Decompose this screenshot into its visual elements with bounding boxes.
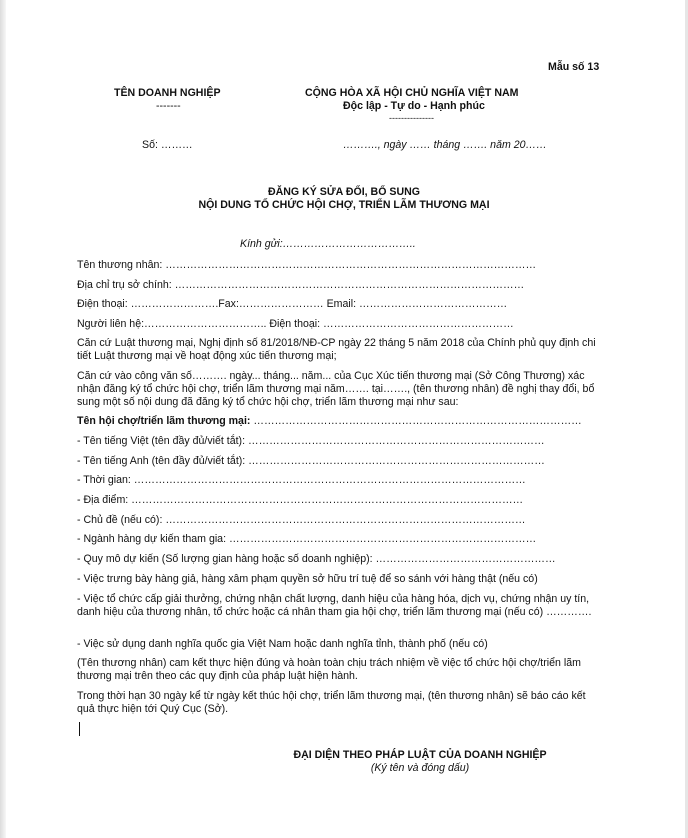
commitment-paragraph: (Tên thương nhân) cam kết thực hiện đúng và hoàn toàn chịu trách nhiệm về việc tổ chức hội chợ/triển lãm thương mại trên theo các quy định của pháp luật hiện hành.: [77, 657, 581, 682]
company-name: TÊN DOANH NGHIỆP: [114, 87, 221, 99]
location-item: - Địa điểm: …………………………………………………………………………………………………: [77, 494, 524, 506]
page-left-shadow: [0, 0, 6, 838]
recipient: Kính gửi:………………………………..: [240, 238, 416, 250]
document-date: ………., ngày …… tháng ……. năm 20……: [343, 139, 547, 151]
contact-field: Người liên hệ:…………………………….. Điện thoại: ………………………………………………: [77, 318, 514, 330]
company-dash: -------: [156, 100, 181, 112]
phone-fax-email-field: Điện thoại: …………………….Fax:…………………… Email: ……………………………………: [77, 298, 508, 310]
title-line-2: NỘI DUNG TỔ CHỨC HỘI CHỢ, TRIỂN LÃM THƯƠNG MẠI: [198, 199, 490, 211]
document-basis-paragraph: Căn cứ vào công văn số………. ngày... tháng... năm... của Cục Xúc tiến thương mại (Sở Công Thương) xác nhận đăng ký tổ chức hội chợ, triển lãm thương mại năm……. tại……., (tên thương nhân) đề nghị thay đổi, bổ sung một số nội dung đã đăng ký tổ chức hội chợ, triển lãm thương mại như sau:: [77, 370, 595, 408]
document-number: Số: ………: [142, 139, 193, 151]
republic-heading: CỘNG HÒA XÃ HỘI CHỦ NGHĨA VIỆT NAM: [305, 87, 519, 99]
scale-item: - Quy mô dự kiến (Số lượng gian hàng hoặc số doanh nghiệp): ……………………………………………: [77, 553, 556, 565]
fair-name-row: [77, 415, 582, 428]
legal-basis-paragraph: Căn cứ Luật thương mại, Nghị định số 81/2018/NĐ-CP ngày 22 tháng 5 năm 2018 của Chính phủ quy định chi tiết Luật thương mại về hoạt động xúc tiến thương mại;: [77, 337, 596, 362]
title-line-1: ĐĂNG KÝ SỬA ĐỔI, BỔ SUNG: [267, 186, 420, 198]
motto-rule: ---------------: [389, 113, 434, 123]
english-name-item: - Tên tiếng Anh (tên đầy đủ/viết tắt): …………………………………………………………………………: [77, 455, 545, 467]
fair-name-dots: …………………………………………………………………………………: [250, 415, 582, 427]
national-name-item: - Việc sử dụng danh nghĩa quốc gia Việt Nam hoặc danh nghĩa tỉnh, thành phố (nếu có): [77, 638, 488, 650]
signature-note: (Ký tên và đóng dấu): [370, 762, 470, 774]
time-item: - Thời gian: …………………………………………………………………………………………………: [77, 474, 526, 486]
signature-title: ĐẠI DIỆN THEO PHÁP LUẬT CỦA DOANH NGHIỆP: [293, 749, 547, 761]
vietnamese-name-item: - Tên tiếng Việt (tên đầy đủ/viết tắt): …………………………………………………………………………: [77, 435, 545, 447]
report-paragraph: Trong thời hạn 30 ngày kể từ ngày kết thúc hội chợ, triển lãm thương mại, (tên thương nhân) sẽ báo cáo kết quả thực hiện tới Quý Cục (Sở).: [77, 690, 586, 715]
national-motto: Độc lập - Tự do - Hạnh phúc: [343, 100, 485, 112]
theme-item: - Chủ đề (nếu có): …………………………………………………………………………………………: [77, 514, 526, 526]
industry-item: - Ngành hàng dự kiến tham gia: ……………………………………………………………………………: [77, 533, 537, 545]
merchant-name-field: Tên thương nhân: ……………………………………………………………………………………………: [77, 259, 537, 271]
form-number: Mẫu số 13: [548, 61, 600, 73]
counterfeit-display-item: - Việc trưng bày hàng giả, hàng xâm phạm quyền sở hữu trí tuệ để so sánh với hàng thật (nếu có): [77, 573, 538, 585]
awards-item: - Việc tổ chức cấp giải thưởng, chứng nhận chất lượng, danh hiệu của hàng hóa, dịch vụ, chứng nhận uy tín, danh hiệu của thương nhân, tổ chức hoặc cá nhân tham gia hội chợ, triển lãm thương mại (nếu có) ………….: [77, 593, 592, 618]
address-field: Địa chỉ trụ sở chính: ………………………………………………………………………………………: [77, 279, 525, 291]
fair-name-label: Tên hội chợ/triển lãm thương mại:: [77, 415, 251, 427]
text-cursor: [79, 722, 80, 736]
